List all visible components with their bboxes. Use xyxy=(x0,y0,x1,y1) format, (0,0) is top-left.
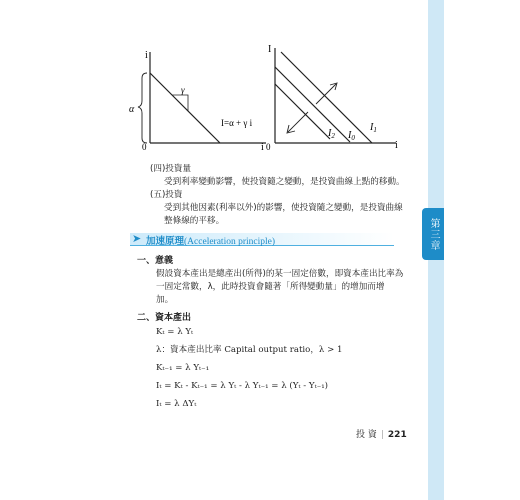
section1-heading: 一、意義 xyxy=(137,256,174,266)
down-arrow xyxy=(288,112,308,132)
equation-3: Kₜ₋₁ = λ Yₜ₋₁ xyxy=(156,363,210,373)
curve-i1 xyxy=(281,52,372,143)
item5-body-line1: 受到其他因素(利率以外)的影響，使投資隨之變動，是投資曲線 xyxy=(164,203,403,213)
label-i2: $I_2$ xyxy=(328,128,335,140)
footer-separator: | xyxy=(380,430,384,440)
left-investment-line xyxy=(150,73,220,143)
banner-arrow-icon: ➤ xyxy=(132,232,142,245)
page-footer xyxy=(356,427,407,440)
curve-i0 xyxy=(275,67,350,142)
footer-title: 投 資 xyxy=(356,430,377,440)
left-investment-figure xyxy=(128,46,278,151)
page-number: 221 xyxy=(387,430,407,440)
section2-heading: 二、資本產出 xyxy=(137,313,192,323)
equation-1: Kₜ = λ Yₜ xyxy=(156,327,194,337)
equation-label: I=α + γ i xyxy=(221,118,253,128)
alpha-label: α xyxy=(129,104,135,115)
right-y-label: I xyxy=(268,44,272,55)
equation-4: Iₜ = Kₜ - Kₜ₋₁ = λ Yₜ - λ Yₜ₋₁ = λ (Yₜ - Yₜ₋₁) xyxy=(156,381,329,391)
label-i0: $I_0$ xyxy=(348,130,355,142)
alpha-brace xyxy=(138,73,147,143)
item5-title: (五)投資 xyxy=(150,190,183,200)
left-y-label: i xyxy=(145,50,148,61)
section1-line1: 假設資本產出是總產出(所得)的某一固定倍數，即資本產出比率為 xyxy=(156,269,404,279)
gamma-label: γ xyxy=(181,85,185,95)
section1-line2: 一固定常數，λ，此時投資會隨著「所得變動量」的增加而增 xyxy=(156,282,385,292)
item4-title: (四)投資量 xyxy=(150,164,192,174)
item5-body-line2: 整條線的平移。 xyxy=(164,216,225,226)
right-x-label: i xyxy=(395,140,398,151)
chapter-tab[interactable]: 第三章 xyxy=(422,208,444,260)
item4-body: 受到利率變動影響，使投資隨之變動，是投資曲線上點的移動。 xyxy=(164,177,405,187)
left-origin: 0 xyxy=(142,142,147,151)
label-i1: $I_1$ xyxy=(370,122,377,134)
up-arrow xyxy=(316,84,336,104)
right-investment-figure xyxy=(266,40,406,152)
equation-5: Iₜ = λ ΔYₜ xyxy=(156,399,197,409)
banner-title: 加速原理(Acceleration principle) xyxy=(146,236,276,247)
section1-line3: 加。 xyxy=(156,295,174,305)
right-origin: 0 xyxy=(266,142,271,152)
left-x-label: i xyxy=(261,142,264,151)
equation-2: λ：資本產出比率 Capital output ratio，λ > 1 xyxy=(156,345,343,355)
